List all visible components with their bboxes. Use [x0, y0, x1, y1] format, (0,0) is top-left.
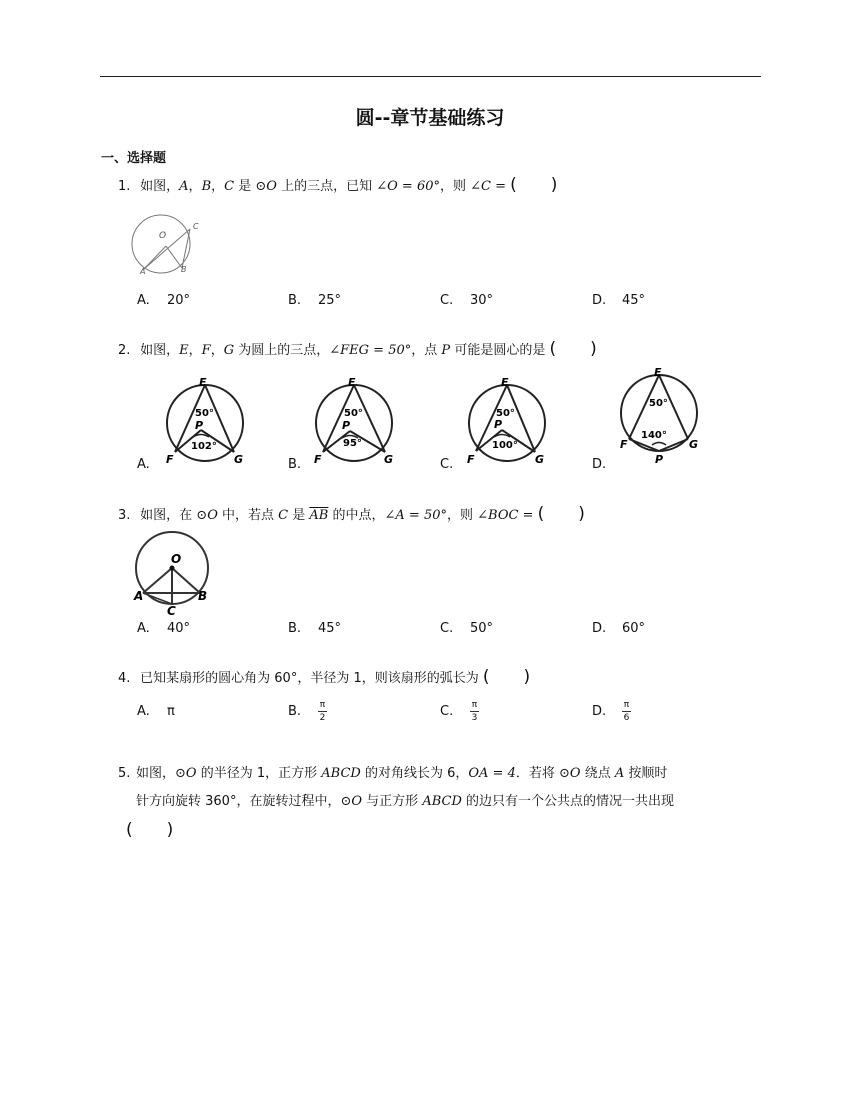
label-g: G [234, 453, 244, 466]
q5-text: 的边只有一个公共点的情况一共出现 [466, 794, 675, 809]
q1-segment [166, 246, 182, 268]
q5-point-a: A [614, 766, 625, 781]
q3-option-b[interactable] [288, 621, 341, 636]
q3-option-c[interactable] [440, 621, 493, 636]
q3-label-c: C [167, 604, 176, 616]
q1-point-a: A [179, 179, 189, 194]
q1-given: ∠O = 60° [376, 179, 440, 194]
q1-label-a: A [140, 267, 146, 276]
option-label: A. [137, 621, 150, 636]
label-g: G [535, 453, 545, 466]
label-e: E [654, 366, 662, 379]
option-label: C. [440, 457, 454, 472]
q5-line-2 [118, 788, 763, 816]
numerator: π [623, 700, 630, 710]
q3-point-c: C [278, 508, 289, 523]
q5-text: 按顺时 [628, 766, 668, 781]
option-value: 60° [622, 621, 646, 636]
label-f: F [620, 438, 628, 451]
q2-text: 可能是圆心的是 [454, 343, 546, 358]
option-value: 20° [167, 293, 191, 308]
question-1: 1. 如图，A，B，C 是 ⊙O 上的三点，已知 ∠O = 60°，则 ∠C = ( ) [118, 172, 557, 200]
q5-circle-symbol: ⊙O [340, 794, 363, 809]
q4-text: 已知某扇形的圆心角为 60°，半径为 1，则该扇形的弧长为 [140, 671, 479, 686]
label-f: F [314, 453, 322, 466]
angle-p: 100° [492, 440, 518, 451]
angle-p: 140° [641, 430, 667, 441]
q5-oa: OA = 4 [468, 766, 516, 781]
label-g: G [384, 453, 394, 466]
answer-blank: ( ) [537, 504, 585, 524]
option-label: D. [592, 704, 607, 719]
fraction [318, 700, 327, 723]
answer-blank: ( ) [549, 339, 597, 359]
angle-top: 50° [496, 408, 515, 419]
question-5 [118, 760, 763, 846]
q1-figure [126, 208, 206, 278]
q2-point-f: F [201, 343, 211, 358]
label-p: P [195, 419, 204, 432]
option-label: B. [288, 457, 302, 472]
q3-given: ∠A = 50° [384, 508, 447, 523]
answer-blank: ( ) [482, 667, 531, 687]
option-label: D. [592, 621, 607, 636]
option-value: 40° [167, 621, 191, 636]
q2-point-e: E [179, 343, 189, 358]
answer-blank: ( ) [126, 820, 174, 840]
q2-text: 为圆上的三点， [238, 343, 330, 358]
q4-option-a[interactable] [137, 704, 175, 719]
q2-point-g: G [223, 343, 235, 358]
q1-label-o: O [159, 231, 167, 241]
q5-text: 的半径为 1，正方形 [200, 766, 318, 781]
label-p: P [655, 453, 664, 466]
q5-circle-symbol: ⊙O [559, 766, 581, 781]
question-4 [118, 664, 530, 692]
q1-text: 如图， [140, 179, 180, 194]
q3-ask: ∠BOC = [477, 508, 534, 523]
option-value: π [167, 704, 175, 719]
q3-option-a[interactable] [137, 621, 190, 636]
q2-text: 如图， [140, 343, 180, 358]
q3-label-b: B [198, 589, 208, 603]
angle-top: 50° [195, 408, 214, 419]
angle-top: 50° [649, 398, 668, 409]
denominator: 2 [319, 713, 326, 723]
option-label: B. [288, 621, 302, 636]
q3-text: 中，若点 [222, 508, 275, 523]
question-3 [118, 501, 585, 529]
q3-label-o: O [171, 552, 182, 566]
numerator: π [471, 700, 478, 710]
q3-text: 的中点， [332, 508, 385, 523]
q1-label-c: C [193, 222, 199, 231]
label-f: F [166, 453, 174, 466]
question-number: 5. [118, 766, 131, 781]
q5-text: 针方向旋转 360°，在旋转过程中， [136, 794, 341, 809]
option-label: C. [440, 621, 454, 636]
angle-p: 102° [191, 441, 217, 452]
q1-option-d[interactable] [592, 293, 645, 308]
option-value: 50° [470, 621, 494, 636]
q4-option-c[interactable] [440, 700, 479, 723]
q5-text: 如图， [136, 766, 176, 781]
q1-text: ，则 [440, 179, 467, 194]
option-label: C. [440, 293, 454, 308]
label-e: E [348, 376, 356, 389]
q5-square: ABCD [321, 766, 361, 781]
question-number: 4. [118, 671, 131, 686]
q5-text: 与正方形 [366, 794, 419, 809]
q5-line-1 [118, 760, 763, 788]
option-label: A. [137, 293, 150, 308]
denominator: 3 [471, 713, 478, 723]
q5-text: ．若将 [515, 766, 555, 781]
angle-top: 50° [344, 408, 363, 419]
section-heading: 一、选择题 [101, 151, 167, 166]
option-label: B. [288, 704, 302, 719]
q2-figure-b[interactable] [309, 374, 399, 466]
option-value: 30° [470, 293, 494, 308]
q3-option-d[interactable] [592, 621, 645, 636]
fraction [622, 700, 631, 723]
option-value: 25° [318, 293, 342, 308]
angle-p: 95° [343, 438, 362, 449]
option-label: D. [592, 293, 607, 308]
question-2: 2. 如图，E，F，G 为圆上的三点，∠FEG = 50°，点 P 可能是圆心的是 ( ) [118, 336, 597, 364]
option-label: D. [592, 457, 607, 472]
q2-given: ∠FEG = 50° [329, 343, 412, 358]
label-e: E [501, 376, 509, 389]
q3-text: 是 [292, 508, 306, 523]
q3-figure [130, 526, 216, 616]
question-number: 1. [118, 179, 131, 194]
numerator: π [319, 700, 326, 710]
option-label: B. [288, 293, 302, 308]
option-label: C. [440, 704, 454, 719]
fraction [470, 700, 479, 723]
q1-text: 是 [238, 179, 252, 194]
q2-figure-c[interactable] [462, 374, 552, 466]
question-number: 2. [118, 343, 131, 358]
q1-option-a[interactable] [137, 293, 190, 308]
top-rule [100, 76, 761, 77]
q5-text: 的对角线长为 6， [364, 766, 469, 781]
label-p: P [494, 418, 503, 431]
option-label: A. [137, 457, 150, 472]
q1-point-b: B [201, 179, 212, 194]
denominator: 6 [623, 713, 630, 723]
answer-blank: ( ) [510, 175, 558, 195]
label-f: F [467, 453, 475, 466]
q3-label-a: A [134, 589, 144, 603]
option-value: 45° [622, 293, 646, 308]
q1-text: 上的三点，已知 [281, 179, 373, 194]
q5-text: 绕点 [584, 766, 611, 781]
q2-figure-d[interactable] [616, 366, 702, 468]
q5-line-3 [118, 816, 763, 846]
q3-text: ，则 [447, 508, 474, 523]
q1-option-b[interactable] [288, 293, 341, 308]
q1-label-b: B [181, 265, 187, 274]
q4-option-b[interactable] [288, 700, 327, 723]
q5-circle-symbol: ⊙O [175, 766, 197, 781]
q1-option-c[interactable] [440, 293, 493, 308]
label-e: E [199, 376, 207, 389]
q4-option-d[interactable] [592, 700, 631, 723]
label-p: P [342, 419, 351, 432]
q2-point-p: P [441, 343, 451, 358]
q5-square: ABCD [422, 794, 462, 809]
q2-text: ，点 [411, 343, 438, 358]
question-number: 3. [118, 508, 131, 523]
option-value: 45° [318, 621, 342, 636]
q1-circle-symbol: ⊙O [255, 179, 277, 194]
label-g: G [689, 438, 699, 451]
page-title: 圆--章节基础练习 [355, 107, 505, 129]
q1-ask: ∠C = [470, 179, 507, 194]
q3-circle-symbol: ⊙O [196, 508, 218, 523]
q3-text: 如图，在 [140, 508, 193, 523]
q1-point-c: C [224, 179, 235, 194]
q3-arc: $\overline{AB}$ [309, 508, 329, 523]
option-label: A. [137, 704, 150, 719]
q2-figure-a[interactable] [160, 374, 250, 466]
